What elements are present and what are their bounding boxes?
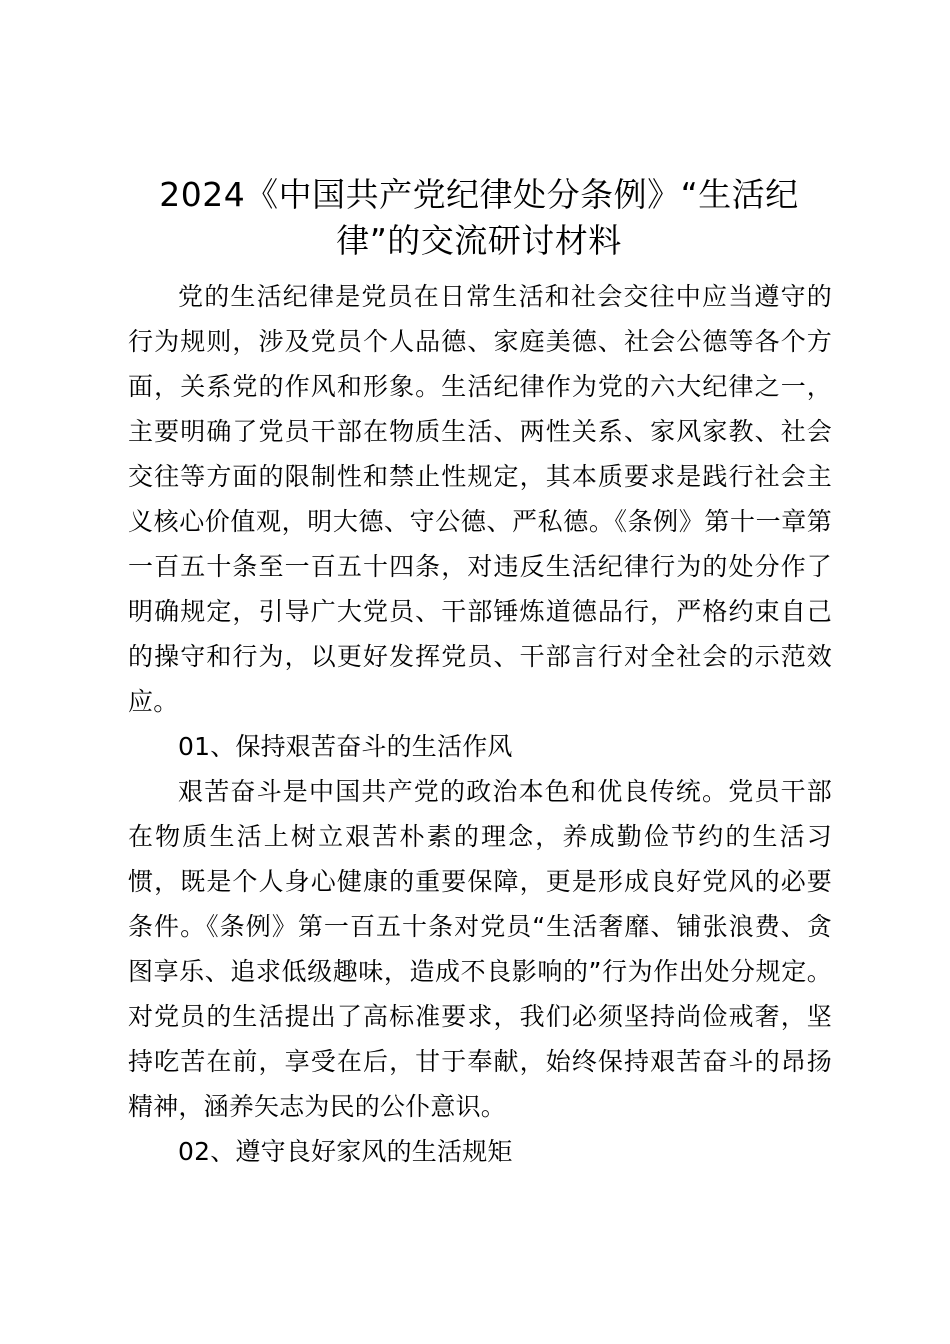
paragraph-intro: 党的生活纪律是党员在日常生活和社会交往中应当遵守的行为规则，涉及党员个人品德、家庭美德、社会公德等各个方面，关系党的作风和形象。生活纪律作为党的六大纪律之一，主要明确了党员干部在物质生活、两性关系、家风家教、社会交往等方面的限制性和禁止性规定，其本质要求是践行社会主义核心价值观，明大德、守公德、严私德。《条例》第十一章第一百五十条至一百五十四条，对违反生活纪律行为的处分作了明确规定，引导广大党员、干部锤炼道德品行，严格约束自己的操守和行为，以更好发挥党员、干部言行对全社会的示范效应。 xyxy=(128,282,832,716)
paragraph-section-01: 艰苦奋斗是中国共产党的政治本色和优良传统。党员干部在物质生活上树立艰苦朴素的理念，养成勤俭节约的生活习惯，既是个人身心健康的重要保障，更是形成良好党风的必要条件。《条例》第一百五十条对党员“生活奢靡、铺张浪费、贪图享乐、追求低级趣味，造成不良影响的”行为作出处分规定。对党员的生活提出了高标准要求，我们必须坚持尚俭戒奢，坚持吃苦在前，享受在后，甘于奉献，始终保持艰苦奋斗的昂扬精神，涵养矢志为民的公仆意识。 xyxy=(128,777,832,1121)
document-title: 2024《中国共产党纪律处分条例》“生活纪律”的交流研讨材料 xyxy=(159,175,799,260)
section-heading-01: 01、保持艰苦奋斗的生活作风 xyxy=(178,732,513,761)
section-heading-02: 02、遵守良好家风的生活规矩 xyxy=(178,1137,513,1166)
document-body xyxy=(128,274,832,1174)
